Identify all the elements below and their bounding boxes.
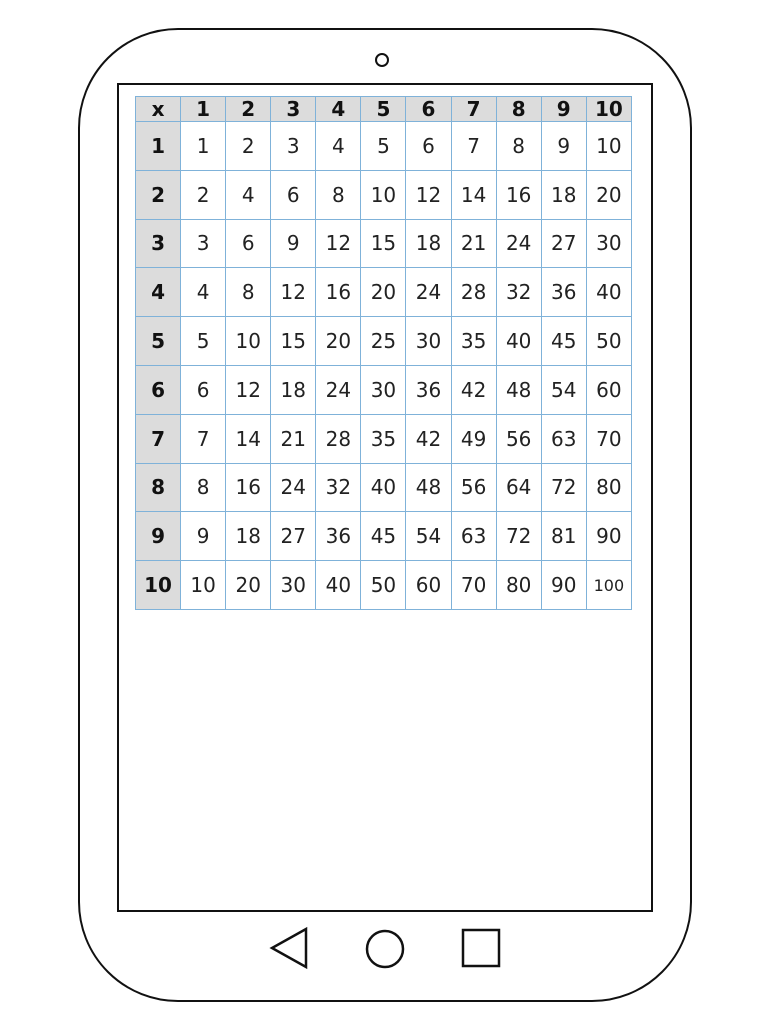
table-cell: 35 <box>361 414 406 463</box>
table-cell: 20 <box>226 561 271 610</box>
column-header: 7 <box>451 97 496 122</box>
table-cell: 3 <box>181 219 226 268</box>
table-cell: 40 <box>496 317 541 366</box>
table-cell: 3 <box>271 122 316 171</box>
table-cell: 28 <box>451 268 496 317</box>
table-cell: 7 <box>181 414 226 463</box>
navigation-bar <box>0 925 768 975</box>
table-cell: 20 <box>586 170 631 219</box>
table-cell: 4 <box>316 122 361 171</box>
table-cell: 7 <box>451 122 496 171</box>
table-cell: 56 <box>451 463 496 512</box>
table-cell: 60 <box>586 365 631 414</box>
row-header: 7 <box>136 414 181 463</box>
table-cell: 12 <box>316 219 361 268</box>
table-cell: 50 <box>361 561 406 610</box>
table-row <box>136 512 632 561</box>
table-cell: 27 <box>541 219 586 268</box>
table-cell: 6 <box>181 365 226 414</box>
table-cell: 36 <box>316 512 361 561</box>
table-row <box>136 414 632 463</box>
column-header: 10 <box>586 97 631 122</box>
recent-apps-icon <box>458 925 504 971</box>
column-header: 3 <box>271 97 316 122</box>
column-header: 5 <box>361 97 406 122</box>
column-header: 2 <box>226 97 271 122</box>
table-cell: 6 <box>406 122 451 171</box>
table-cell: 20 <box>361 268 406 317</box>
table-cell: 1 <box>181 122 226 171</box>
table-cell: 24 <box>406 268 451 317</box>
table-cell: 40 <box>361 463 406 512</box>
table-cell: 100 <box>586 561 631 610</box>
table-cell: 28 <box>316 414 361 463</box>
table-row <box>136 122 632 171</box>
table-cell: 4 <box>226 170 271 219</box>
table-cell: 30 <box>586 219 631 268</box>
table-cell: 10 <box>181 561 226 610</box>
row-header: 4 <box>136 268 181 317</box>
table-cell: 72 <box>496 512 541 561</box>
table-cell: 80 <box>496 561 541 610</box>
table-cell: 8 <box>181 463 226 512</box>
back-button[interactable] <box>266 925 312 971</box>
table-cell: 48 <box>496 365 541 414</box>
table-cell: 14 <box>451 170 496 219</box>
table-cell: 36 <box>406 365 451 414</box>
table-cell: 30 <box>271 561 316 610</box>
column-header: 9 <box>541 97 586 122</box>
table-cell: 12 <box>271 268 316 317</box>
table-cell: 50 <box>586 317 631 366</box>
table-cell: 5 <box>181 317 226 366</box>
table-cell: 30 <box>361 365 406 414</box>
column-header: 1 <box>181 97 226 122</box>
table-cell: 18 <box>406 219 451 268</box>
table-cell: 9 <box>271 219 316 268</box>
table-cell: 4 <box>181 268 226 317</box>
table-cell: 63 <box>451 512 496 561</box>
table-cell: 16 <box>496 170 541 219</box>
table-cell: 81 <box>541 512 586 561</box>
table-cell: 16 <box>316 268 361 317</box>
table-cell: 18 <box>541 170 586 219</box>
table-cell: 12 <box>406 170 451 219</box>
table-cell: 10 <box>586 122 631 171</box>
row-header: 2 <box>136 170 181 219</box>
recent-apps-button[interactable] <box>458 925 504 971</box>
table-cell: 15 <box>361 219 406 268</box>
table-cell: 2 <box>181 170 226 219</box>
table-cell: 60 <box>406 561 451 610</box>
table-cell: 54 <box>541 365 586 414</box>
table-cell: 90 <box>541 561 586 610</box>
table-row <box>136 219 632 268</box>
table-cell: 21 <box>451 219 496 268</box>
table-cell: 42 <box>406 414 451 463</box>
table-header-row <box>136 97 632 122</box>
table-cell: 32 <box>316 463 361 512</box>
table-cell: 16 <box>226 463 271 512</box>
table-cell: 25 <box>361 317 406 366</box>
row-header: 9 <box>136 512 181 561</box>
table-cell: 18 <box>271 365 316 414</box>
table-cell: 6 <box>271 170 316 219</box>
table-cell: 63 <box>541 414 586 463</box>
table-cell: 24 <box>271 463 316 512</box>
table-cell: 90 <box>586 512 631 561</box>
table-cell: 32 <box>496 268 541 317</box>
table-cell: 12 <box>226 365 271 414</box>
table-cell: 40 <box>316 561 361 610</box>
table-cell: 36 <box>541 268 586 317</box>
table-cell: 24 <box>316 365 361 414</box>
table-cell: 80 <box>586 463 631 512</box>
column-header: 4 <box>316 97 361 122</box>
table-cell: 54 <box>406 512 451 561</box>
table-cell: 27 <box>271 512 316 561</box>
column-header: 8 <box>496 97 541 122</box>
row-header: 6 <box>136 365 181 414</box>
table-cell: 24 <box>496 219 541 268</box>
row-header: 10 <box>136 561 181 610</box>
table-cell: 2 <box>226 122 271 171</box>
home-button[interactable] <box>362 925 408 971</box>
table-cell: 48 <box>406 463 451 512</box>
corner-cell: x <box>136 97 181 122</box>
table-row <box>136 268 632 317</box>
row-header: 5 <box>136 317 181 366</box>
back-icon <box>266 925 312 971</box>
table-cell: 49 <box>451 414 496 463</box>
table-cell: 70 <box>451 561 496 610</box>
multiplication-table <box>135 96 632 610</box>
front-camera-icon <box>375 53 389 67</box>
row-header: 8 <box>136 463 181 512</box>
table-cell: 20 <box>316 317 361 366</box>
table-cell: 9 <box>181 512 226 561</box>
table-row <box>136 317 632 366</box>
row-header: 3 <box>136 219 181 268</box>
table-cell: 6 <box>226 219 271 268</box>
table-row <box>136 365 632 414</box>
table-cell: 9 <box>541 122 586 171</box>
table-cell: 18 <box>226 512 271 561</box>
table-cell: 30 <box>406 317 451 366</box>
table-row <box>136 463 632 512</box>
table-cell: 8 <box>496 122 541 171</box>
row-header: 1 <box>136 122 181 171</box>
table-cell: 21 <box>271 414 316 463</box>
home-icon <box>362 925 408 971</box>
table-cell: 40 <box>586 268 631 317</box>
table-cell: 10 <box>361 170 406 219</box>
column-header: 6 <box>406 97 451 122</box>
table-cell: 72 <box>541 463 586 512</box>
table-cell: 5 <box>361 122 406 171</box>
table-row <box>136 561 632 610</box>
table-cell: 35 <box>451 317 496 366</box>
table-cell: 70 <box>586 414 631 463</box>
table-cell: 56 <box>496 414 541 463</box>
table-cell: 42 <box>451 365 496 414</box>
table-cell: 10 <box>226 317 271 366</box>
table-cell: 15 <box>271 317 316 366</box>
table-cell: 64 <box>496 463 541 512</box>
table-cell: 14 <box>226 414 271 463</box>
table-cell: 45 <box>361 512 406 561</box>
table-cell: 45 <box>541 317 586 366</box>
table-cell: 8 <box>226 268 271 317</box>
table-row <box>136 170 632 219</box>
table-cell: 8 <box>316 170 361 219</box>
